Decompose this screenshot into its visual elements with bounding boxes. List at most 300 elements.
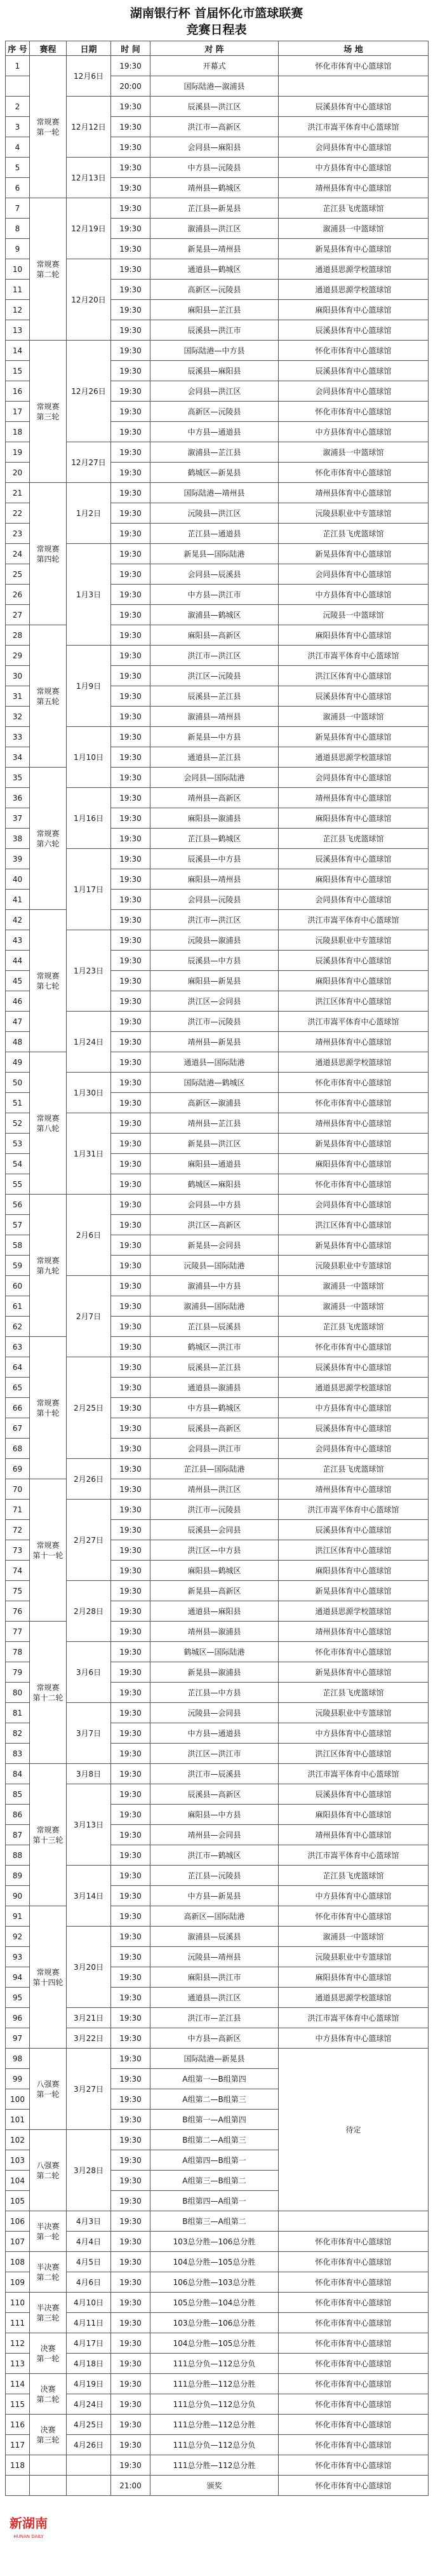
table-row [6, 2232, 429, 2252]
row-number: 116 [6, 2415, 30, 2435]
venue-cell: 洪江区体育中心篮球馆 [279, 1744, 429, 1764]
stage-cell: 常规赛 第五轮 [30, 625, 67, 768]
time-cell: 19:30 [111, 585, 150, 605]
time-cell: 19:30 [111, 1174, 150, 1195]
row-number: 39 [6, 849, 30, 869]
time-cell: 19:30 [111, 951, 150, 971]
stage-cell: 决赛 第三轮 [30, 2415, 67, 2455]
table-row [6, 2333, 429, 2354]
row-number: 29 [6, 646, 30, 666]
stage-cell: 常规赛 第六轮 [30, 768, 67, 910]
match-cell: 麻阳县—溆浦县 [150, 808, 279, 829]
time-cell: 19:30 [111, 2313, 150, 2333]
match-cell: 靖州县—会同县 [150, 1825, 279, 1845]
time-cell: 19:30 [111, 300, 150, 320]
logo-subtext: HUNAN DAILY [13, 2534, 44, 2539]
row-number: 108 [6, 2252, 30, 2272]
date-cell: 4月6日 [67, 2272, 111, 2293]
time-cell: 19:30 [111, 1032, 150, 1052]
venue-cell: 会同县体育中心篮球馆 [279, 768, 429, 788]
match-cell: 会同县—国际陆港 [150, 768, 279, 788]
venue-cell: 辰溪县体育中心篮球馆 [279, 951, 429, 971]
venue-cell: 洪江市嵩平体育中心篮球馆 [279, 1500, 429, 1520]
match-cell: 106总分胜—103总分胜 [150, 2272, 279, 2293]
date-cell: 2月28日 [67, 1581, 111, 1642]
time-cell: 19:30 [111, 1439, 150, 1459]
row-number: 36 [6, 788, 30, 808]
row-number: 58 [6, 1235, 30, 1256]
time-cell: 19:30 [111, 1744, 150, 1764]
match-cell: A组第三—B组第二 [150, 2171, 279, 2191]
time-cell: 19:30 [111, 1581, 150, 1601]
match-cell: 麻阳县—靖州县 [150, 869, 279, 890]
venue-cell: 芷江县飞虎篮球馆 [279, 1459, 429, 1479]
match-cell: B组第四—A组第一 [150, 2191, 279, 2211]
row-number: 77 [6, 1622, 30, 1642]
venue-cell: 辰溪县体育中心篮球馆 [279, 320, 429, 341]
table-row [6, 2374, 429, 2394]
row-number: 30 [6, 666, 30, 686]
venue-cell: 怀化市体育中心篮球馆 [279, 2333, 429, 2354]
row-number: 63 [6, 1337, 30, 1357]
match-cell: 洪江市—沅陵县 [150, 1012, 279, 1032]
time-cell: 19:30 [111, 1520, 150, 1540]
venue-cell: 麻阳县体育中心篮球馆 [279, 1561, 429, 1581]
venue-cell: 怀化市体育中心篮球馆 [279, 56, 429, 76]
time-cell: 19:30 [111, 503, 150, 524]
stage-cell: 八强赛 第二轮 [30, 2130, 67, 2211]
venue-cell: 新晃县体育中心篮球馆 [279, 544, 429, 564]
row-number: 38 [6, 829, 30, 849]
match-cell: 洪江区—洪江市 [150, 1744, 279, 1764]
match-cell: 会同县—辰溪县 [150, 564, 279, 585]
match-cell: A组第二—B组第三 [150, 2089, 279, 2110]
venue-cell: 溆浦县一中篮球馆 [279, 1927, 429, 1947]
venue-cell: 怀化市体育中心篮球馆 [279, 2476, 429, 2496]
venue-cell: 新晃县体育中心篮球馆 [279, 1235, 429, 1256]
match-cell: 辰溪县—中方县 [150, 951, 279, 971]
col-header-venue: 场 地 [279, 41, 429, 56]
stage-cell: 常规赛 第四轮 [30, 483, 67, 625]
time-cell: 19:30 [111, 1906, 150, 1927]
match-cell: 芷江县—国际陆港 [150, 1459, 279, 1479]
time-cell: 19:30 [111, 2150, 150, 2171]
venue-cell: 靖州县体育中心篮球馆 [279, 1113, 429, 1134]
row-number: 46 [6, 991, 30, 1012]
match-cell: 洪江市—沅陵县 [150, 1500, 279, 1520]
time-cell: 19:30 [111, 2354, 150, 2374]
match-cell: 辰溪县—洪江市 [150, 320, 279, 341]
row-number: 88 [6, 1845, 30, 1866]
venue-cell: 会同县体育中心篮球馆 [279, 1195, 429, 1215]
table-row [6, 2049, 429, 2069]
table-row [6, 1113, 429, 1134]
row-number: 16 [6, 381, 30, 402]
match-cell: 111总分胜—112总分胜 [150, 2374, 279, 2394]
table-row [6, 259, 429, 280]
venue-cell: 麻阳县体育中心篮球馆 [279, 869, 429, 890]
time-cell: 19:30 [111, 707, 150, 727]
match-cell: 新晃县—高新区 [150, 1581, 279, 1601]
date-cell: 12月12日 [67, 97, 111, 158]
time-cell: 19:30 [111, 1378, 150, 1398]
time-cell: 19:30 [111, 971, 150, 991]
match-cell: 洪江区—高新区 [150, 1215, 279, 1235]
time-cell: 19:30 [111, 219, 150, 239]
venue-cell: 靖州县体育中心篮球馆 [279, 178, 429, 198]
date-cell: 3月20日 [67, 1927, 111, 2008]
time-cell: 19:30 [111, 1723, 150, 1744]
date-cell: 3月28日 [67, 2130, 111, 2211]
match-cell: 辰溪县—洪江区 [150, 97, 279, 117]
table-row [6, 544, 429, 564]
venue-cell: 沅陵县职业中专篮球馆 [279, 503, 429, 524]
match-cell: 新晃县—中方县 [150, 727, 279, 747]
time-cell: 19:30 [111, 1479, 150, 1500]
row-number: 22 [6, 503, 30, 524]
venue-cell: 怀化市体育中心篮球馆 [279, 2272, 429, 2293]
row-number: 100 [6, 2089, 30, 2110]
date-cell: 4月10日 [67, 2293, 111, 2313]
venue-cell: 靖州县体育中心篮球馆 [279, 1622, 429, 1642]
venue-cell: 沅陵县职业中专篮球馆 [279, 1947, 429, 1967]
match-cell: 中方县—高新区 [150, 2028, 279, 2049]
venue-cell: 沅陵县职业中专篮球馆 [279, 930, 429, 951]
time-cell: 19:30 [111, 1337, 150, 1357]
match-cell: 麻阳县—新晃县 [150, 971, 279, 991]
row-number: 73 [6, 1540, 30, 1561]
match-cell: 104总分胜—105总分胜 [150, 2252, 279, 2272]
row-number: 64 [6, 1357, 30, 1378]
time-cell: 19:30 [111, 2008, 150, 2028]
date-cell: 2月25日 [67, 1357, 111, 1459]
time-cell: 19:30 [111, 2272, 150, 2293]
table-row [6, 442, 429, 463]
time-cell: 19:30 [111, 1093, 150, 1113]
row-number: 18 [6, 422, 30, 442]
venue-cell: 怀化市体育中心篮球馆 [279, 1174, 429, 1195]
match-cell: 高新区—沅陵县 [150, 402, 279, 422]
row-number: 82 [6, 1723, 30, 1744]
venue-cell: 新晃县体育中心篮球馆 [279, 1581, 429, 1601]
table-row [6, 483, 429, 503]
time-cell: 19:30 [111, 1134, 150, 1154]
match-cell: 111总分负—112总分负 [150, 2354, 279, 2374]
time-cell: 19:30 [111, 666, 150, 686]
time-cell: 19:30 [111, 1418, 150, 1439]
row-number: 113 [6, 2354, 30, 2374]
hunan-daily-logo [6, 2504, 51, 2548]
time-cell: 19:30 [111, 1622, 150, 1642]
venue-cell: 溆浦县一中篮球馆 [279, 1296, 429, 1317]
row-number: 83 [6, 1744, 30, 1764]
venue-cell: 麻阳县体育中心篮球馆 [279, 625, 429, 646]
row-number: 67 [6, 1418, 30, 1439]
date-cell: 1月17日 [67, 849, 111, 930]
date-cell: 4月26日 [67, 2435, 111, 2455]
match-cell: 通道县—洪江区 [150, 1988, 279, 2008]
time-cell: 19:30 [111, 1215, 150, 1235]
venue-cell: 怀化市体育中心篮球馆 [279, 2455, 429, 2476]
match-cell: 麻阳县—鹤城区 [150, 1561, 279, 1581]
row-number [6, 2476, 30, 2496]
venue-cell: 麻阳县体育中心篮球馆 [279, 1154, 429, 1174]
page-header [0, 0, 433, 41]
row-number: 27 [6, 605, 30, 625]
venue-cell: 怀化市体育中心篮球馆 [279, 2293, 429, 2313]
row-number: 19 [6, 442, 30, 463]
schedule-body [6, 56, 429, 2496]
row-number: 24 [6, 544, 30, 564]
venue-cell: 怀化市体育中心篮球馆 [279, 463, 429, 483]
row-number: 70 [6, 1479, 30, 1500]
row-number: 96 [6, 2008, 30, 2028]
venue-cell: 洪江市嵩平体育中心篮球馆 [279, 2008, 429, 2028]
venue-cell: 洪江区体育中心篮球馆 [279, 1215, 429, 1235]
row-number: 115 [6, 2394, 30, 2415]
time-cell: 19:30 [111, 2110, 150, 2130]
table-row [6, 849, 429, 869]
table-header-row [6, 41, 429, 56]
match-cell: 新晃县—洪江区 [150, 1134, 279, 1154]
time-cell: 20:00 [111, 76, 150, 97]
stage-cell: 常规赛 第一轮 [30, 56, 67, 198]
time-cell: 19:30 [111, 646, 150, 666]
venue-cell: 洪江区体育中心篮球馆 [279, 666, 429, 686]
match-cell: 中方县—洪江市 [150, 585, 279, 605]
date-cell: 1月9日 [67, 646, 111, 727]
row-number: 112 [6, 2333, 30, 2354]
match-cell: 中方县—沅陵县 [150, 158, 279, 178]
time-cell: 19:30 [111, 320, 150, 341]
venue-cell: 麻阳县体育中心篮球馆 [279, 808, 429, 829]
venue-cell: 溆浦县一中篮球馆 [279, 219, 429, 239]
row-number: 45 [6, 971, 30, 991]
venue-cell: 怀化市体育中心篮球馆 [279, 1642, 429, 1662]
stage-cell: 常规赛 第十轮 [30, 1337, 67, 1479]
time-cell: 19:30 [111, 747, 150, 768]
col-header-date: 日期 [67, 41, 111, 56]
time-cell: 19:30 [111, 930, 150, 951]
venue-cell: 会同县体育中心篮球馆 [279, 890, 429, 910]
stage-cell: 八强赛 第一轮 [30, 2049, 67, 2130]
time-cell: 19:30 [111, 1866, 150, 1886]
venue-cell: 中方县体育中心篮球馆 [279, 1398, 429, 1418]
date-cell: 3月14日 [67, 1866, 111, 1927]
time-cell: 19:30 [111, 1988, 150, 2008]
time-cell: 19:30 [111, 1947, 150, 1967]
venue-cell: 怀化市体育中心篮球馆 [279, 1093, 429, 1113]
venue-cell: 芷江县飞虎篮球馆 [279, 1866, 429, 1886]
row-number: 53 [6, 1134, 30, 1154]
row-number: 66 [6, 1398, 30, 1418]
row-number: 10 [6, 259, 30, 280]
venue-cell: 洪江市嵩平体育中心篮球馆 [279, 1845, 429, 1866]
venue-cell: 芷江县飞虎篮球馆 [279, 524, 429, 544]
match-cell: 沅陵县—溆浦县 [150, 930, 279, 951]
venue-cell: 中方县体育中心篮球馆 [279, 585, 429, 605]
row-number: 117 [6, 2435, 30, 2455]
time-cell: 19:30 [111, 259, 150, 280]
table-row [6, 1357, 429, 1378]
row-number: 114 [6, 2374, 30, 2394]
match-cell: 溆浦县—辰溪县 [150, 1927, 279, 1947]
venue-cell: 芷江县飞虎篮球馆 [279, 198, 429, 219]
time-cell: 19:30 [111, 1317, 150, 1337]
table-row [6, 158, 429, 178]
row-number: 94 [6, 1967, 30, 1988]
time-cell: 19:30 [111, 727, 150, 747]
venue-cell: 辰溪县体育中心篮球馆 [279, 849, 429, 869]
time-cell: 19:30 [111, 1296, 150, 1317]
row-number: 41 [6, 890, 30, 910]
row-number: 4 [6, 137, 30, 158]
match-cell: 中方县—通道县 [150, 422, 279, 442]
match-cell: 国际陆港—中方县 [150, 341, 279, 361]
match-cell: 103总分胜—106总分胜 [150, 2313, 279, 2333]
match-cell: 靖州县—鹤城区 [150, 178, 279, 198]
row-number: 99 [6, 2069, 30, 2089]
venue-cell: 通道县思源学校篮球馆 [279, 1601, 429, 1622]
row-number: 7 [6, 198, 30, 219]
row-number: 71 [6, 1500, 30, 1520]
match-cell: 芷江县—通道县 [150, 524, 279, 544]
match-cell: 沅陵县—洪江区 [150, 503, 279, 524]
match-cell: 辰溪县—中方县 [150, 849, 279, 869]
col-header-stage: 赛程 [30, 41, 67, 56]
match-cell: 鹤城区—麻阳县 [150, 1174, 279, 1195]
table-row [6, 727, 429, 747]
venue-cell: 中方县体育中心篮球馆 [279, 2028, 429, 2049]
stage-cell: 常规赛 第三轮 [30, 341, 67, 483]
match-cell: 103总分胜—106总分胜 [150, 2232, 279, 2252]
venue-cell: 怀化市体育中心篮球馆 [279, 2354, 429, 2374]
match-cell: 洪江区—中方县 [150, 1540, 279, 1561]
time-cell: 19:30 [111, 1073, 150, 1093]
row-number: 33 [6, 727, 30, 747]
table-row [6, 1642, 429, 1662]
row-number: 65 [6, 1378, 30, 1398]
table-row [6, 2354, 429, 2374]
match-cell: A组第一—B组第四 [150, 2069, 279, 2089]
row-number: 21 [6, 483, 30, 503]
date-cell: 4月4日 [67, 2232, 111, 2252]
venue-cell: 中方县体育中心篮球馆 [279, 422, 429, 442]
row-number: 89 [6, 1866, 30, 1886]
match-cell: 辰溪县—芷江县 [150, 1357, 279, 1378]
time-cell: 19:30 [111, 2089, 150, 2110]
row-number: 3 [6, 117, 30, 137]
table-row [6, 2252, 429, 2272]
venue-cell: 待定 [279, 2049, 429, 2211]
col-header-time: 时 间 [111, 41, 150, 56]
row-number: 103 [6, 2150, 30, 2171]
time-cell: 19:30 [111, 1113, 150, 1134]
time-cell: 19:30 [111, 1012, 150, 1032]
time-cell: 19:30 [111, 1642, 150, 1662]
venue-cell: 怀化市体育中心篮球馆 [279, 2435, 429, 2455]
date-cell: 1月10日 [67, 727, 111, 788]
match-cell: 沅陵县—靖州县 [150, 1947, 279, 1967]
time-cell: 19:30 [111, 605, 150, 625]
row-number: 51 [6, 1093, 30, 1113]
time-cell: 19:30 [111, 1764, 150, 1784]
date-cell: 12月27日 [67, 442, 111, 483]
row-number: 101 [6, 2110, 30, 2130]
match-cell: 中方县—新晃县 [150, 1886, 279, 1906]
time-cell: 19:30 [111, 381, 150, 402]
row-number: 40 [6, 869, 30, 890]
time-cell: 19:30 [111, 2049, 150, 2069]
match-cell: 105总分胜—104总分胜 [150, 2293, 279, 2313]
page-title: 湖南银行杯 首届怀化市篮球联赛 [130, 6, 303, 20]
time-cell: 19:30 [111, 1784, 150, 1805]
date-cell: 4月19日 [67, 2374, 111, 2394]
date-cell [67, 2455, 111, 2476]
row-number: 56 [6, 1195, 30, 1215]
venue-cell: 芷江县飞虎篮球馆 [279, 1317, 429, 1337]
venue-cell: 辰溪县体育中心篮球馆 [279, 1357, 429, 1378]
time-cell: 19:30 [111, 1357, 150, 1378]
date-cell: 1月2日 [67, 483, 111, 544]
time-cell: 19:30 [111, 1459, 150, 1479]
match-cell: 国际陆港—鹤城区 [150, 1073, 279, 1093]
time-cell: 19:30 [111, 2191, 150, 2211]
venue-cell: 靖州县体育中心篮球馆 [279, 483, 429, 503]
row-number: 87 [6, 1825, 30, 1845]
time-cell: 19:30 [111, 788, 150, 808]
row-number: 20 [6, 463, 30, 483]
date-cell: 1月3日 [67, 544, 111, 646]
row-number: 6 [6, 178, 30, 198]
time-cell: 19:30 [111, 890, 150, 910]
row-number [6, 76, 30, 97]
row-number: 34 [6, 747, 30, 768]
venue-cell [279, 2211, 429, 2232]
match-cell: 靖州县—洪江区 [150, 1479, 279, 1500]
venue-cell: 辰溪县体育中心篮球馆 [279, 361, 429, 381]
date-cell: 1月23日 [67, 930, 111, 1012]
venue-cell: 溆浦县一中篮球馆 [279, 442, 429, 463]
time-cell: 19:30 [111, 849, 150, 869]
venue-cell: 怀化市体育中心篮球馆 [279, 2394, 429, 2415]
time-cell: 19:30 [111, 2252, 150, 2272]
logo-text: 新湖南 [10, 2516, 48, 2531]
match-cell: 国际陆港—新晃县 [150, 2049, 279, 2069]
date-cell: 1月16日 [67, 788, 111, 849]
row-number: 98 [6, 2049, 30, 2069]
time-cell: 19:30 [111, 1154, 150, 1174]
match-cell: 国际陆港—溆浦县 [150, 76, 279, 97]
venue-cell: 芷江县飞虎篮球馆 [279, 1683, 429, 1703]
match-cell: 会同县—洪江区 [150, 381, 279, 402]
venue-cell: 会同县体育中心篮球馆 [279, 137, 429, 158]
venue-cell: 通道县思源学校篮球馆 [279, 1052, 429, 1073]
row-number: 55 [6, 1174, 30, 1195]
stage-cell [30, 2455, 67, 2476]
row-number: 80 [6, 1683, 30, 1703]
date-cell: 12月19日 [67, 198, 111, 259]
date-cell: 1月30日 [67, 1073, 111, 1113]
row-number: 59 [6, 1256, 30, 1276]
match-cell: 辰溪县—高新区 [150, 1784, 279, 1805]
match-cell: B组第三—A组第二 [150, 2211, 279, 2232]
date-cell: 3月27日 [67, 2049, 111, 2130]
table-row [6, 1784, 429, 1805]
venue-cell: 沅陵县职业中专篮球馆 [279, 1703, 429, 1723]
row-number: 23 [6, 524, 30, 544]
time-cell: 19:30 [111, 829, 150, 849]
